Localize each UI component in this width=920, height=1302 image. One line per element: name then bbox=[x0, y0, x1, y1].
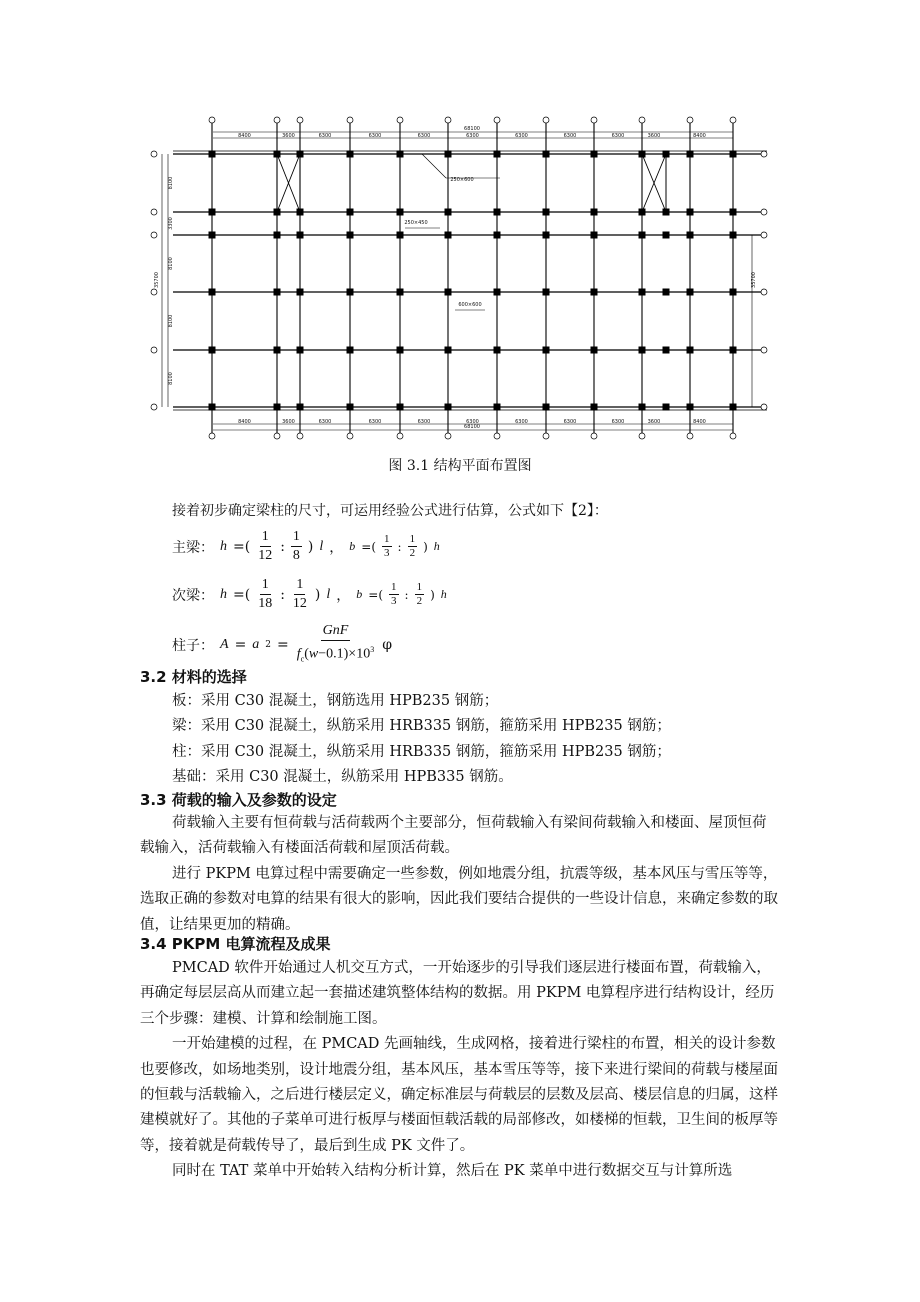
span-label-top: 6300 bbox=[417, 133, 431, 139]
axis-bubble bbox=[687, 433, 693, 439]
column-square bbox=[297, 347, 304, 354]
axis-bubble bbox=[151, 289, 157, 295]
column-square bbox=[591, 347, 598, 354]
column-square bbox=[297, 289, 304, 296]
axis-bubble bbox=[761, 289, 767, 295]
total-width-label-bottom: 68100 bbox=[464, 424, 480, 430]
secondary-beam-formula: 次梁： h =( $\frac{1}{18}$ : $\frac{1}{12}$ ) l ， b =( $\frac{1}{3}$ : $\frac{1}{2}$ ) h bbox=[172, 577, 447, 611]
axis-bubble bbox=[761, 347, 767, 353]
column-square bbox=[687, 347, 694, 354]
column-square bbox=[347, 347, 354, 354]
column-square bbox=[297, 209, 304, 216]
column-square bbox=[445, 347, 452, 354]
span-label-bottom: 8400 bbox=[693, 419, 706, 425]
beam-size-label: 250×450 bbox=[404, 220, 428, 226]
paragraph: PMCAD 软件开始通过人机交互方式，一开始逐步的引导我们逐层进行楼面布置，荷载输入，再确定每层层高从而建立起一套描述建筑整体结构的数据。用 PKPM 电算程序进行结构设计，经历三个步骤：建模、计算和绘制施工图。 bbox=[140, 960, 775, 1027]
list-item: 梁：采用 C30 混凝土，纵筋采用 HRB335 钢筋，箍筋采用 HPB235 钢筋； bbox=[172, 718, 671, 735]
column-square bbox=[663, 151, 670, 158]
total-depth-label: 35700 bbox=[751, 272, 757, 288]
column-square bbox=[445, 232, 452, 239]
figure-caption: 图 3.1 结构平面布置图 bbox=[388, 458, 532, 474]
axis-bubble bbox=[543, 117, 549, 123]
axis-bubble bbox=[639, 117, 645, 123]
column-size-label: 600×600 bbox=[458, 302, 482, 308]
axis-bubble bbox=[639, 433, 645, 439]
list-item: 柱：采用 C30 混凝土，纵筋采用 HRB335 钢筋，箍筋采用 HPB235 钢筋； bbox=[172, 743, 671, 760]
column-square bbox=[730, 404, 737, 411]
column-square bbox=[591, 404, 598, 411]
paragraph: 荷载输入主要有恒荷载与活荷载两个主要部分，恒荷载输入有梁间荷载输入和楼面、屋顶恒荷载输入，活荷载输入有楼面活荷载和屋顶活荷载。 bbox=[140, 815, 767, 857]
column-square bbox=[730, 347, 737, 354]
column-square bbox=[297, 404, 304, 411]
column-square bbox=[347, 151, 354, 158]
column-square bbox=[639, 209, 646, 216]
section-3-3-body bbox=[140, 811, 780, 938]
span-label-top: 6300 bbox=[368, 133, 382, 139]
column-square bbox=[445, 209, 452, 216]
column-square bbox=[297, 232, 304, 239]
column-square bbox=[274, 151, 281, 158]
column-square bbox=[730, 209, 737, 216]
axis-bubble bbox=[151, 151, 157, 157]
axis-bubble bbox=[347, 433, 353, 439]
span-label-bottom: 6300 bbox=[417, 419, 431, 425]
column-square bbox=[639, 347, 646, 354]
span-label-bottom: 6300 bbox=[611, 419, 625, 425]
column-square bbox=[209, 404, 216, 411]
bay-label: 8100 bbox=[168, 176, 174, 190]
column-square bbox=[445, 151, 452, 158]
column-square bbox=[397, 209, 404, 216]
axis-bubble bbox=[397, 117, 403, 123]
span-label-top: 3600 bbox=[647, 133, 661, 139]
column-square bbox=[730, 232, 737, 239]
axis-bubble bbox=[761, 404, 767, 410]
column-square bbox=[543, 209, 550, 216]
column-square bbox=[494, 289, 501, 296]
column-square bbox=[687, 404, 694, 411]
axis-bubble bbox=[151, 232, 157, 238]
span-label-top: 8400 bbox=[693, 133, 706, 139]
axis-bubble bbox=[494, 433, 500, 439]
axis-bubble bbox=[761, 151, 767, 157]
list-item: 板：采用 C30 混凝土，钢筋选用 HPB235 钢筋； bbox=[172, 693, 499, 709]
span-label-top: 6300 bbox=[466, 133, 479, 139]
column-square bbox=[297, 151, 304, 158]
span-label-top: 6300 bbox=[563, 133, 577, 139]
span-label-top: 6300 bbox=[515, 133, 528, 139]
materials-list bbox=[172, 689, 671, 791]
column-square bbox=[209, 209, 216, 216]
column-square bbox=[543, 232, 550, 239]
column-square bbox=[687, 209, 694, 216]
bay-label: 8100 bbox=[168, 257, 174, 270]
column-square bbox=[209, 289, 216, 296]
paragraph: 进行 PKPM 电算过程中需要确定一些参数，例如地震分组，抗震等级，基本风压与雪压等等，选取正确的参数对电算的结果有很大的影响，因此我们要结合提供的一些设计信息，来确定参数的取值，让结果更加的精确。 bbox=[140, 865, 778, 933]
column-square bbox=[274, 347, 281, 354]
span-label-bottom: 6300 bbox=[368, 419, 382, 425]
column-square bbox=[639, 289, 646, 296]
axis-bubble bbox=[687, 117, 693, 123]
span-label-bottom: 3600 bbox=[282, 419, 295, 425]
axis-bubble bbox=[730, 117, 736, 123]
axis-bubble bbox=[151, 404, 157, 410]
column-square bbox=[687, 289, 694, 296]
span-label-bottom: 6300 bbox=[318, 419, 332, 425]
column-square bbox=[663, 209, 670, 216]
axis-bubble bbox=[297, 433, 303, 439]
column-square bbox=[639, 151, 646, 158]
axis-bubble bbox=[397, 433, 403, 439]
column-square bbox=[543, 289, 550, 296]
column-square bbox=[397, 151, 404, 158]
column-square bbox=[397, 347, 404, 354]
column-square bbox=[730, 289, 737, 296]
axis-bubble bbox=[274, 117, 280, 123]
column-square bbox=[445, 289, 452, 296]
axis-bubble bbox=[591, 433, 597, 439]
axis-bubble bbox=[445, 117, 451, 123]
span-label-bottom: 6300 bbox=[466, 419, 479, 425]
column-square bbox=[591, 232, 598, 239]
intro-text: 接着初步确定梁柱的尺寸，可运用经验公式进行估算，公式如下【2】： bbox=[172, 503, 608, 519]
column-square bbox=[663, 232, 670, 239]
paragraph: 一开始建模的过程，在 PMCAD 先画轴线，生成网格，接着进行梁柱的布置，相关的设计参数也要修改，如场地类别，设计地震分组，基本风压，基本雪压等等，接下来进行梁间的荷载与楼屋面的恒载与活载输入，之后进行楼层定义，确定标准层与荷载层的层数及层高、楼层信息的归属，这样建模就好了。其他的子菜单可进行板厚与楼面恒载活载的局部修改，如楼梯的恒载，卫生间的板厚等等，接着就是荷载传导了，最后到生成 PK 文件了。 bbox=[140, 1036, 778, 1154]
span-label-bottom: 6300 bbox=[563, 419, 577, 425]
column-square bbox=[347, 289, 354, 296]
section-3-2-title: 3.2 材料的选择 bbox=[140, 668, 247, 686]
column-square bbox=[639, 232, 646, 239]
paragraph: 同时在 TAT 菜单中开始转入结构分析计算，然后在 PK 菜单中进行数据交互与计算所选 bbox=[172, 1163, 733, 1180]
column-square bbox=[663, 347, 670, 354]
column-square bbox=[494, 209, 501, 216]
column-square bbox=[397, 232, 404, 239]
bay-label: 3300 bbox=[168, 217, 174, 230]
axis-bubble bbox=[347, 117, 353, 123]
column-square bbox=[397, 404, 404, 411]
column-square bbox=[591, 289, 598, 296]
bay-label: 8100 bbox=[168, 372, 174, 385]
total-width-label-top: 68100 bbox=[464, 126, 480, 132]
axis-bubble bbox=[151, 209, 157, 215]
column-square bbox=[274, 404, 281, 411]
column-square bbox=[274, 289, 281, 296]
column-square bbox=[494, 347, 501, 354]
column-square bbox=[687, 151, 694, 158]
span-label-top: 6300 bbox=[611, 133, 625, 139]
column-square bbox=[730, 151, 737, 158]
span-label-bottom: 6300 bbox=[515, 419, 528, 425]
column-square bbox=[209, 151, 216, 158]
column-square bbox=[639, 404, 646, 411]
column-square bbox=[347, 209, 354, 216]
section-3-3-title: 3.3 荷载的输入及参数的设定 bbox=[140, 791, 337, 809]
axis-bubble bbox=[274, 433, 280, 439]
column-square bbox=[494, 232, 501, 239]
axis-bubble bbox=[297, 117, 303, 123]
column-square bbox=[209, 232, 216, 239]
column-square bbox=[274, 232, 281, 239]
structural-plan-figure bbox=[140, 108, 780, 448]
column-square bbox=[543, 151, 550, 158]
column-square bbox=[274, 209, 281, 216]
axis-bubble bbox=[543, 433, 549, 439]
total-depth-label: 35700 bbox=[154, 272, 160, 288]
column-square bbox=[347, 232, 354, 239]
axis-bubble bbox=[445, 433, 451, 439]
main-beam-formula: 主梁： h =( $\frac{1}{12}$ : $\frac{1}{8}$ ) l ， b =( $\frac{1}{3}$ : $\frac{1}{2}$ ) h bbox=[172, 529, 440, 563]
column-square bbox=[687, 232, 694, 239]
axis-bubble bbox=[761, 209, 767, 215]
leader-line bbox=[422, 154, 446, 178]
section-3-4-body bbox=[140, 956, 780, 1185]
span-label-top: 3600 bbox=[282, 133, 295, 139]
column-square bbox=[591, 209, 598, 216]
bay-label: 8100 bbox=[168, 314, 174, 328]
column-square bbox=[397, 289, 404, 296]
axis-bubble bbox=[494, 117, 500, 123]
span-label-top: 8400 bbox=[238, 133, 251, 139]
beam-size-label: 250×600 bbox=[450, 177, 474, 183]
axis-bubble bbox=[209, 433, 215, 439]
column-square bbox=[209, 347, 216, 354]
axis-bubble bbox=[761, 232, 767, 238]
axis-bubble bbox=[591, 117, 597, 123]
column-square bbox=[494, 151, 501, 158]
span-label-bottom: 8400 bbox=[238, 419, 251, 425]
column-square bbox=[543, 404, 550, 411]
column-square bbox=[445, 404, 452, 411]
axis-bubble bbox=[151, 347, 157, 353]
column-square bbox=[663, 289, 670, 296]
column-square bbox=[663, 404, 670, 411]
column-square bbox=[494, 404, 501, 411]
span-label-bottom: 3600 bbox=[647, 419, 661, 425]
list-item: 基础：采用 C30 混凝土，纵筋采用 HPB335 钢筋。 bbox=[172, 769, 513, 786]
column-square bbox=[591, 151, 598, 158]
section-3-4-title: 3.4 PKPM 电算流程及成果 bbox=[140, 935, 331, 953]
column-square bbox=[543, 347, 550, 354]
column-formula: 柱子： A = a 2 = $\frac{\text{GnF}}{f_c(w-0.1)\times 10^3}$ φ bbox=[172, 623, 392, 664]
axis-bubble bbox=[209, 117, 215, 123]
axis-bubble bbox=[730, 433, 736, 439]
column-square bbox=[347, 404, 354, 411]
span-label-top: 6300 bbox=[318, 133, 332, 139]
